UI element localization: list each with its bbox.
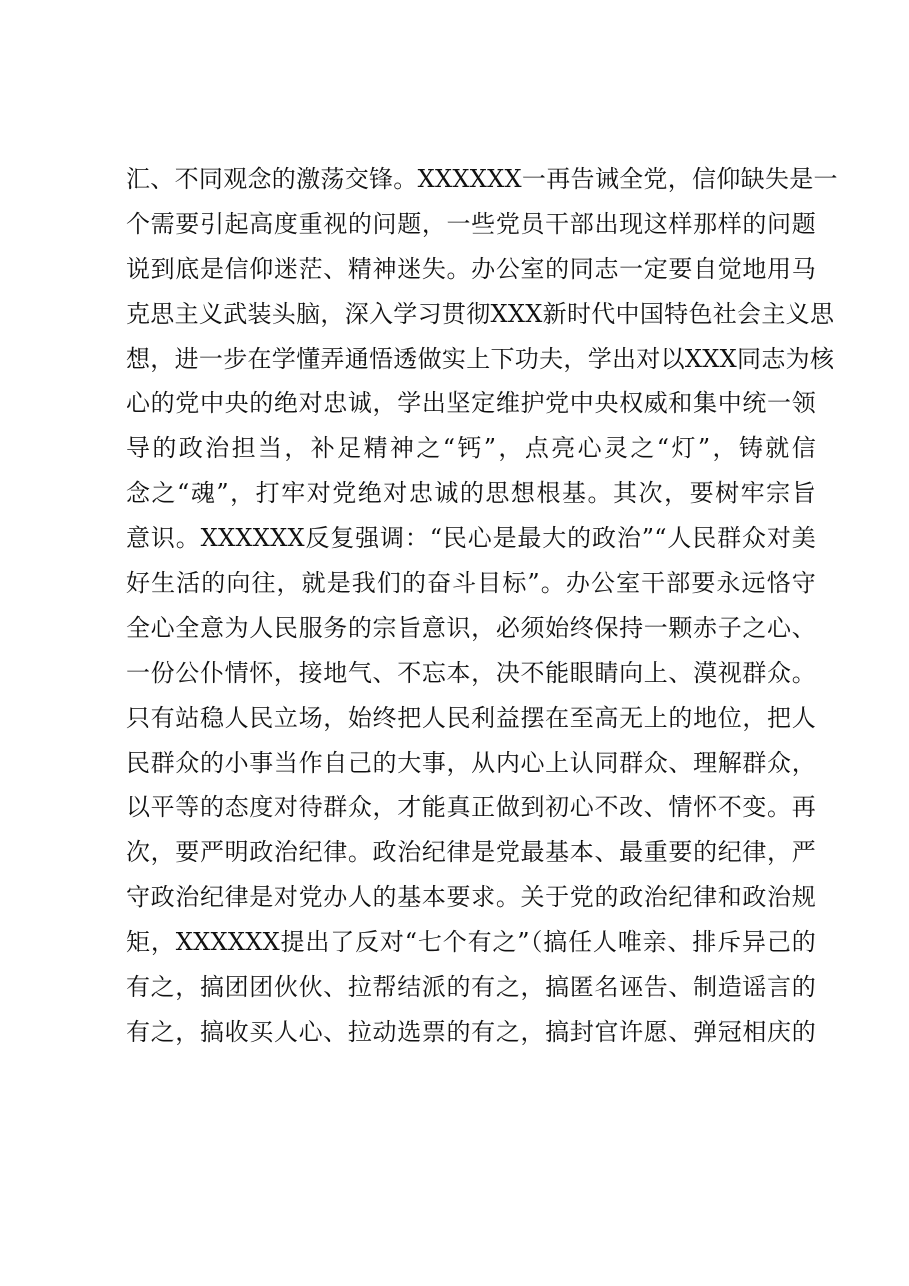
text-line: 个需要引起高度重视的问题，一些党员干部出现这样那样的问题 [126,209,816,238]
text-line: 导的政治担当，补足精神之“钙”，点亮心灵之“灯”，铸就信 [126,434,816,463]
text-line: 一份公仆情怀，接地气、不忘本，决不能眼睛向上、漠视群众。 [126,658,816,687]
text-line: 想，进一步在学懂弄通悟透做实上下功夫，学出对以XXX同志为核 [126,344,835,373]
text-line: 念之“魂”，打牢对党绝对忠诚的思想根基。其次，要树牢宗旨 [126,479,816,508]
text-line: 以平等的态度对待群众，才能真正做到初心不改、情怀不变。再 [126,793,816,822]
text-line: 汇、不同观念的激荡交锋。XXXXXX一再告诫全党，信仰缺失是一 [126,165,838,193]
text-line: 心的党中央的绝对忠诚，学出坚定维护党中央权威和集中统一领 [126,389,816,418]
text-line: 克思主义武装头脑，深入学习贯彻XXX新时代中国特色社会主义思 [126,299,835,328]
text-line: 有之，搞收买人心、拉动选票的有之，搞封官许愿、弹冠相庆的 [126,1017,816,1046]
text-line: 好生活的向往，就是我们的奋斗目标”。办公室干部要永远恪守 [126,569,816,598]
text-line: 次，要严明政治纪律。政治纪律是党最基本、最重要的纪律，严 [126,838,816,867]
text-line: 只有站稳人民立场，始终把人民利益摆在至高无上的地位，把人 [126,703,816,732]
text-line: 全心全意为人民服务的宗旨意识，必须始终保持一颗赤子之心、 [126,613,816,642]
text-line: 有之，搞团团伙伙、拉帮结派的有之，搞匿名诬告、制造谣言的 [126,973,816,1002]
text-line: 意识。XXXXXX反复强调：“民心是最大的政治”“人民群众对美 [126,524,816,553]
text-line: 守政治纪律是对党办人的基本要求。关于党的政治纪律和政治规 [126,883,816,912]
text-line: 矩，XXXXXX提出了反对“七个有之”（搞任人唯亲、排斥异己的 [126,928,816,957]
body-paragraph [126,163,838,1061]
text-line: 民群众的小事当作自己的大事，从内心上认同群众、理解群众， [126,748,816,777]
text-line: 说到底是信仰迷茫、精神迷失。办公室的同志一定要自觉地用马 [126,254,816,283]
